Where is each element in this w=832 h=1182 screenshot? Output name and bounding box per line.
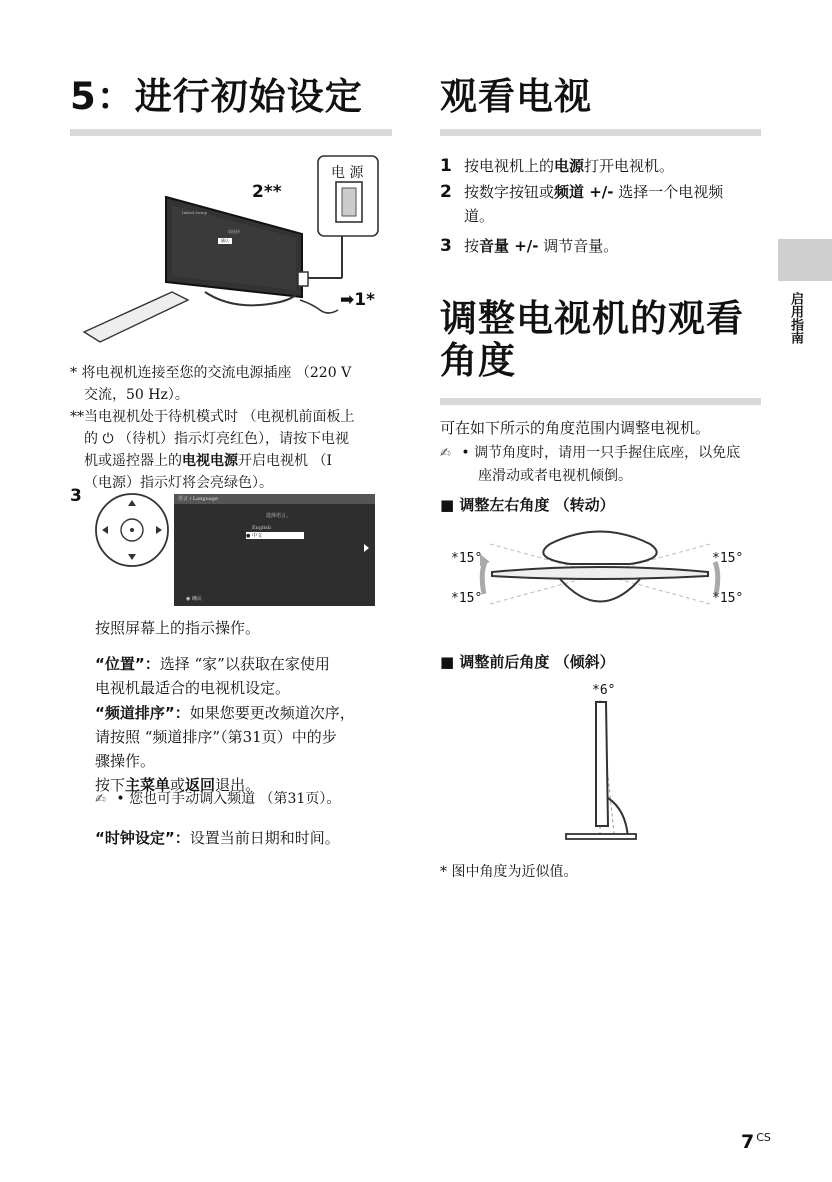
language-setup-screen [174,494,375,606]
step-3: 3 按音量 +/- 调节音量。 [440,236,619,256]
clock-setting-instruction: “时钟设定”：设置当前日期和时间。 [95,829,340,847]
step-3-number: 3 [70,486,82,506]
swivel-title: ■ 调整左右角度 （转动） [440,496,615,514]
swivel-angle-left-up: *15° [451,551,483,566]
chevron-right-icon [364,544,369,552]
tilt-angle-label: *6° [592,683,616,698]
page-number: 7 $^{CS}$ [741,1131,771,1153]
swivel-diagram [440,524,760,624]
side-tab-marker [778,239,832,281]
tilt-diagram [560,698,650,846]
screen-option-english: English [252,525,272,531]
marker-1: ➡1* [340,290,375,310]
footnote-power-outlet: * 将电视机连接至您的交流电源插座 （220 V 交流，50 Hz）。 [70,365,352,403]
screen-confirm: ◉ 确认 [186,596,202,602]
step-1: 1 按电视机上的电源打开电视机。 [440,156,675,176]
swivel-angle-right-up: *15° [712,551,744,566]
tv-screen-button: 确认 [218,238,232,244]
step-2: 2 按数字按钮或频道 +/- 选择一个电视频 道。 [440,182,724,225]
screen-prompt: 选择语言。 [266,513,292,519]
watch-steps [440,154,760,258]
manual-tuning-note: ✍ • 您也可手动调入频道 （第31页）。 [95,791,341,807]
channel-order-instruction: “频道排序”：如果您要更改频道次序， 请按照 “频道排序”（第31页）中的步 骤操作。 按下主菜单或返回退出。 [95,704,355,794]
note-pencil-icon: ✍ [440,446,451,461]
follow-instructions: 按照屏幕上的指示操作。 [95,619,261,637]
tv-screen-prompt: 请选择 [228,229,240,234]
side-tab-label: 启用指南 [788,292,803,344]
tv-screen-title: Initial Setup [182,210,208,215]
swivel-angle-left-down: *15° [451,591,483,606]
footnote-standby: **当电视机处于待机模式时 （电视机前面板上 的 ⏻ （待机）指示灯亮红色），请按下电视 机或遥控器上的电视电源开启电视机 （I （电源）指示灯将会亮绿色）。 [70,409,355,491]
section-heading-initial-setup: 5：进行初始设定 [70,75,363,118]
screen-option-chinese: ● 中文 [246,532,304,539]
note-pencil-icon: ✍ [95,792,106,807]
approx-angle-note: * 图中角度为近似值。 [440,864,578,880]
screen-title: 语言 / Language [174,494,375,504]
adjust-angle-text: 可在如下所示的角度范围内调整电视机。 [440,419,711,437]
tv-setup-illustration [80,152,400,352]
section-heading-viewing-angle: 调整电视机的观看 角度 [440,297,744,382]
location-instruction: “位置”：选择 “家”以获取在家使用 电视机最适合的电视机设定。 [95,655,330,697]
adjust-angle-note: ✍ • 调节角度时，请用一只手握住底座，以免底 座滑动或者电视机倾倒。 [440,445,741,484]
section-heading-watching-tv: 观看电视 [440,75,592,118]
tilt-title: ■ 调整前后角度 （倾斜） [440,653,615,671]
remote-dpad-illustration [94,492,170,568]
heading-rule [440,129,761,136]
heading-rule [70,129,392,136]
power-label: 电 源 [331,165,364,181]
swivel-angle-right-down: *15° [712,591,744,606]
heading-rule [440,398,761,405]
marker-2: 2** [252,182,282,202]
